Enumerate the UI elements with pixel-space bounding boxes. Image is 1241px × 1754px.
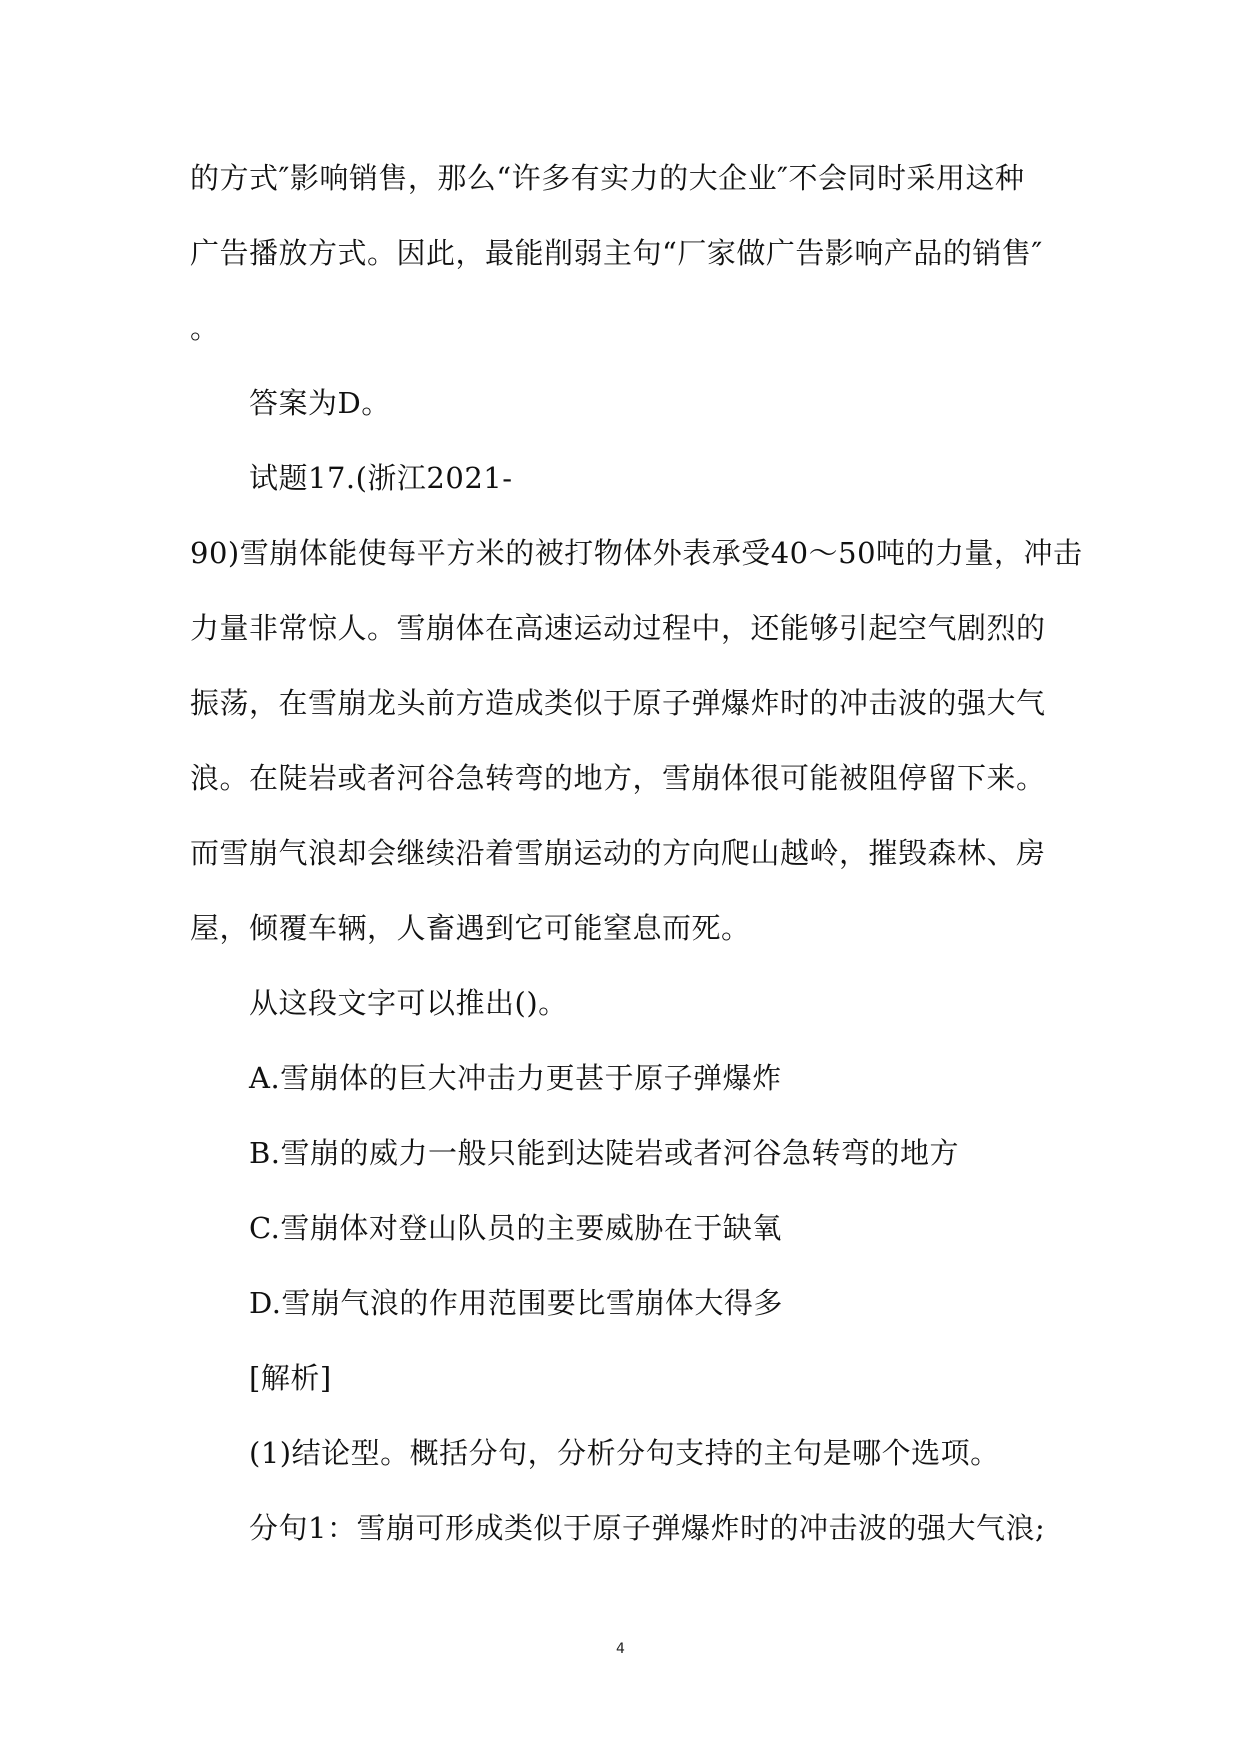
- text-line: 。: [190, 311, 220, 345]
- text-line: 90)雪崩体能使每平方米的被打物体外表承受40～50吨的力量，冲击: [190, 536, 1083, 570]
- option-b: B.雪崩的威力一般只能到达陡岩或者河谷急转弯的地方: [249, 1136, 960, 1170]
- text-line: 而雪崩气浪却会继续沿着雪崩运动的方向爬山越岭，摧毁森林、房: [190, 836, 1046, 870]
- page-number: 4: [616, 1641, 625, 1657]
- text-line: 的方式″影响销售，那么“许多有实力的大企业″不会同时采用这种: [190, 161, 1025, 195]
- option-a: A.雪崩体的巨大冲击力更甚于原子弹爆炸: [249, 1061, 782, 1095]
- text-line: 振荡，在雪崩龙头前方造成类似于原子弹爆炸时的冲击波的强大气: [190, 686, 1046, 720]
- text-line: 广告播放方式。因此，最能削弱主句“厂家做广告影响产品的销售″: [190, 236, 1043, 270]
- text-line: (1)结论型。概括分句，分析分句支持的主句是哪个选项。: [249, 1436, 1000, 1470]
- analysis-heading: [解析]: [249, 1361, 332, 1395]
- text-line: 分句1：雪崩可形成类似于原子弹爆炸时的冲击波的强大气浪;: [249, 1511, 1046, 1545]
- question-title: 试题17.(浙江2021-: [249, 461, 513, 495]
- question-prompt: 从这段文字可以推出()。: [249, 986, 568, 1020]
- option-c: C.雪崩体对登山队员的主要威胁在于缺氧: [249, 1211, 782, 1245]
- option-d: D.雪崩气浪的作用范围要比雪崩体大得多: [249, 1286, 783, 1320]
- text-line: 屋，倾覆车辆，人畜遇到它可能窒息而死。: [190, 911, 751, 945]
- text-line: 浪。在陡岩或者河谷急转弯的地方，雪崩体很可能被阻停留下来。: [190, 761, 1046, 795]
- text-line: 答案为D。: [249, 386, 391, 420]
- text-line: 力量非常惊人。雪崩体在高速运动过程中，还能够引起空气剧烈的: [190, 611, 1046, 645]
